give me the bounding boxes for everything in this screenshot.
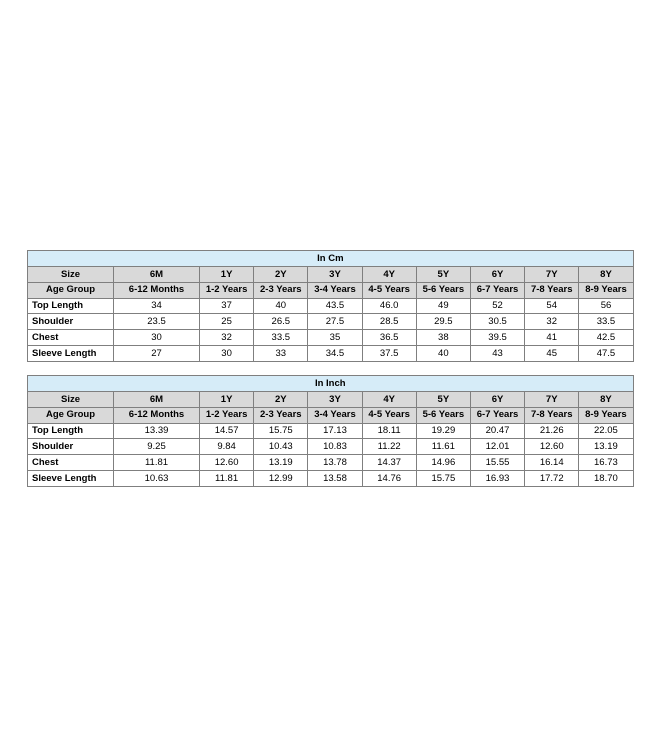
measurement-value: 10.63 — [114, 470, 200, 486]
size-header-cell: 5Y — [416, 392, 470, 408]
measurement-value: 10.83 — [308, 439, 362, 455]
measurement-value: 15.55 — [470, 455, 524, 471]
age-group-row — [28, 282, 634, 298]
measurement-row — [28, 423, 634, 439]
measurement-label: Chest — [28, 330, 114, 346]
measurement-value: 27.5 — [308, 314, 362, 330]
measurement-value: 17.13 — [308, 423, 362, 439]
measurement-row — [28, 330, 634, 346]
measurement-label: Chest — [28, 455, 114, 471]
size-header-cell: 6Y — [470, 267, 524, 283]
measurement-value: 13.39 — [114, 423, 200, 439]
measurement-row — [28, 455, 634, 471]
age-group-cell: 2-3 Years — [254, 407, 308, 423]
size-label: Size — [28, 392, 114, 408]
measurement-value: 26.5 — [254, 314, 308, 330]
measurement-value: 34 — [114, 298, 200, 314]
age-group-cell: 5-6 Years — [416, 407, 470, 423]
measurement-value: 37.5 — [362, 345, 416, 361]
measurement-value: 45 — [525, 345, 579, 361]
measurement-value: 47.5 — [579, 345, 633, 361]
size-header-cell: 7Y — [525, 267, 579, 283]
size-header-cell: 6M — [114, 267, 200, 283]
measurement-value: 14.37 — [362, 455, 416, 471]
measurement-label: Shoulder — [28, 314, 114, 330]
measurement-value: 13.19 — [579, 439, 633, 455]
measurement-value: 40 — [254, 298, 308, 314]
age-group-cell: 6-7 Years — [470, 282, 524, 298]
measurement-value: 14.96 — [416, 455, 470, 471]
size-header-cell: 2Y — [254, 392, 308, 408]
measurement-value: 12.01 — [470, 439, 524, 455]
measurement-value: 43 — [470, 345, 524, 361]
table-title: In Cm — [28, 251, 634, 267]
table-title: In Inch — [28, 376, 634, 392]
measurement-value: 40 — [416, 345, 470, 361]
measurement-value: 33.5 — [579, 314, 633, 330]
measurement-value: 11.81 — [200, 470, 254, 486]
measurement-value: 41 — [525, 330, 579, 346]
size-header-row — [28, 392, 634, 408]
measurement-value: 35 — [308, 330, 362, 346]
measurement-row — [28, 298, 634, 314]
measurement-value: 13.58 — [308, 470, 362, 486]
measurement-value: 22.05 — [579, 423, 633, 439]
size-header-cell: 1Y — [200, 267, 254, 283]
measurement-value: 15.75 — [254, 423, 308, 439]
measurement-label: Top Length — [28, 423, 114, 439]
measurement-value: 11.81 — [114, 455, 200, 471]
measurement-value: 20.47 — [470, 423, 524, 439]
age-group-cell: 8-9 Years — [579, 407, 633, 423]
size-header-cell: 1Y — [200, 392, 254, 408]
measurement-value: 52 — [470, 298, 524, 314]
age-group-label: Age Group — [28, 282, 114, 298]
age-group-cell: 8-9 Years — [579, 282, 633, 298]
size-header-cell: 7Y — [525, 392, 579, 408]
measurement-value: 18.11 — [362, 423, 416, 439]
measurement-value: 33 — [254, 345, 308, 361]
measurement-value: 46.0 — [362, 298, 416, 314]
measurement-row — [28, 314, 634, 330]
measurement-value: 11.61 — [416, 439, 470, 455]
size-header-cell: 6Y — [470, 392, 524, 408]
measurement-row — [28, 439, 634, 455]
measurement-value: 18.70 — [579, 470, 633, 486]
measurement-label: Shoulder — [28, 439, 114, 455]
measurement-value: 30 — [114, 330, 200, 346]
age-group-cell: 7-8 Years — [525, 407, 579, 423]
size-header-cell: 4Y — [362, 267, 416, 283]
age-group-cell: 7-8 Years — [525, 282, 579, 298]
measurement-value: 25 — [200, 314, 254, 330]
size-header-cell: 8Y — [579, 392, 633, 408]
measurement-value: 32 — [525, 314, 579, 330]
measurement-value: 9.25 — [114, 439, 200, 455]
size-header-cell: 4Y — [362, 392, 416, 408]
measurement-value: 12.60 — [525, 439, 579, 455]
measurement-label: Sleeve Length — [28, 470, 114, 486]
age-group-cell: 3-4 Years — [308, 282, 362, 298]
measurement-value: 21.26 — [525, 423, 579, 439]
measurement-value: 23.5 — [114, 314, 200, 330]
table-title-row — [28, 376, 634, 392]
measurement-value: 19.29 — [416, 423, 470, 439]
age-group-row — [28, 407, 634, 423]
measurement-label: Sleeve Length — [28, 345, 114, 361]
measurement-value: 13.19 — [254, 455, 308, 471]
measurement-value: 38 — [416, 330, 470, 346]
measurement-value: 30 — [200, 345, 254, 361]
age-group-cell: 2-3 Years — [254, 282, 308, 298]
measurement-value: 33.5 — [254, 330, 308, 346]
table-title-row — [28, 251, 634, 267]
measurement-value: 14.57 — [200, 423, 254, 439]
age-group-cell: 4-5 Years — [362, 407, 416, 423]
measurement-value: 39.5 — [470, 330, 524, 346]
measurement-value: 10.43 — [254, 439, 308, 455]
measurement-value: 12.60 — [200, 455, 254, 471]
age-group-cell: 3-4 Years — [308, 407, 362, 423]
measurement-row — [28, 345, 634, 361]
size-header-cell: 5Y — [416, 267, 470, 283]
measurement-value: 29.5 — [416, 314, 470, 330]
size-header-row — [28, 267, 634, 283]
measurement-value: 56 — [579, 298, 633, 314]
size-header-cell: 2Y — [254, 267, 308, 283]
age-group-cell: 1-2 Years — [200, 282, 254, 298]
measurement-value: 27 — [114, 345, 200, 361]
measurement-value: 9.84 — [200, 439, 254, 455]
measurement-value: 37 — [200, 298, 254, 314]
measurement-value: 54 — [525, 298, 579, 314]
measurement-value: 12.99 — [254, 470, 308, 486]
measurement-value: 13.78 — [308, 455, 362, 471]
age-group-cell: 6-12 Months — [114, 407, 200, 423]
measurement-value: 36.5 — [362, 330, 416, 346]
measurement-value: 42.5 — [579, 330, 633, 346]
size-header-cell: 8Y — [579, 267, 633, 283]
measurement-value: 14.76 — [362, 470, 416, 486]
size-header-cell: 3Y — [308, 267, 362, 283]
size-chart-cm-table — [27, 250, 634, 362]
measurement-value: 49 — [416, 298, 470, 314]
measurement-value: 15.75 — [416, 470, 470, 486]
measurement-value: 43.5 — [308, 298, 362, 314]
size-header-cell: 3Y — [308, 392, 362, 408]
measurement-value: 16.73 — [579, 455, 633, 471]
age-group-cell: 6-7 Years — [470, 407, 524, 423]
size-label: Size — [28, 267, 114, 283]
measurement-row — [28, 470, 634, 486]
measurement-value: 16.93 — [470, 470, 524, 486]
measurement-value: 11.22 — [362, 439, 416, 455]
measurement-value: 34.5 — [308, 345, 362, 361]
age-group-label: Age Group — [28, 407, 114, 423]
age-group-cell: 4-5 Years — [362, 282, 416, 298]
size-chart-inch-table — [27, 375, 634, 487]
age-group-cell: 5-6 Years — [416, 282, 470, 298]
age-group-cell: 1-2 Years — [200, 407, 254, 423]
measurement-value: 28.5 — [362, 314, 416, 330]
measurement-value: 17.72 — [525, 470, 579, 486]
measurement-label: Top Length — [28, 298, 114, 314]
measurement-value: 16.14 — [525, 455, 579, 471]
measurement-value: 32 — [200, 330, 254, 346]
age-group-cell: 6-12 Months — [114, 282, 200, 298]
size-header-cell: 6M — [114, 392, 200, 408]
measurement-value: 30.5 — [470, 314, 524, 330]
